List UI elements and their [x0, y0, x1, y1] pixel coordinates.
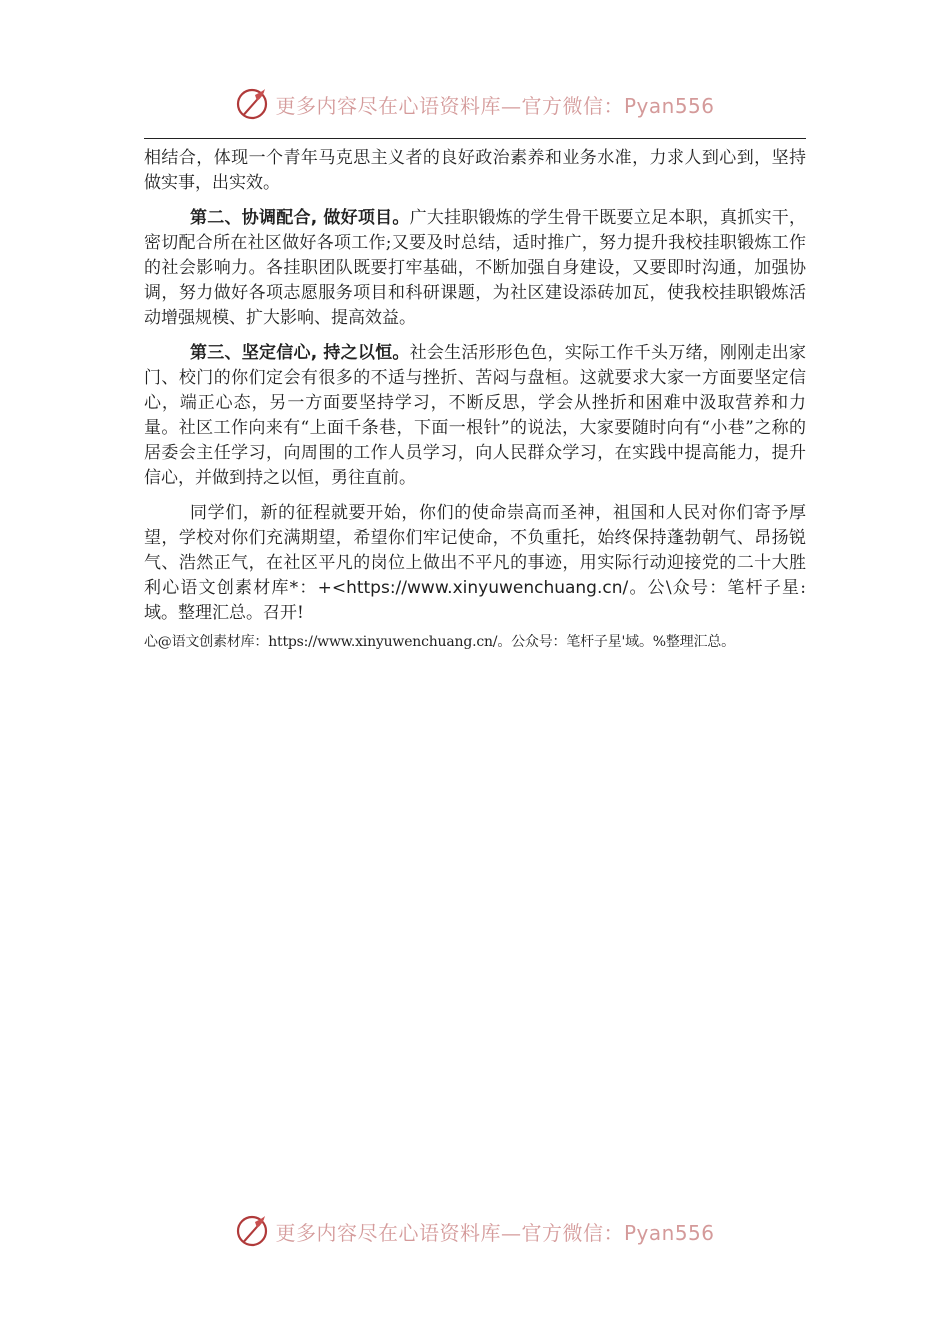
- paragraph-2: [144, 206, 806, 331]
- paragraph-4: [144, 501, 806, 626]
- footer-banner: [0, 1211, 950, 1251]
- paragraph-3: [144, 341, 806, 491]
- quill-pen-logo-icon: [235, 1214, 269, 1248]
- paragraph-4-text: 同学们，新的征程就要开始，你们的使命崇高而圣神，祖国和人民对你们寄予厚望，学校对你们充满期望，希望你们牢记使命，不负重托，始终保持蓬勃朝气、昂扬锐气、浩然正气，在社区平凡的岗位上做出不平凡的事迹，用实际行动迎接党的二十大胜利心语文创素材库*：+<: [144, 503, 806, 598]
- paragraph-2-text: 广大挂职锻炼的学生骨干既要立足本职，真抓实干，密切配合所在社区做好各项工作;又要及时总结，适时推广，努力提升我校挂职锻炼工作的社会影响力。各挂职团队既要打牢基础，不断加强自身建设，又要即时沟通，加强协调，努力做好各项志愿服务项目和科研课题，为社区建设添砖加瓦，使我校挂职锻炼活动增强规模、扩大影响、提高效益。: [144, 208, 806, 328]
- source-footnote: 心@语文创素材库：https://www.xinyuwenchuang.cn/。公众号：笔杆子星'域。%整理汇总。: [144, 634, 735, 650]
- paragraph-2-heading: 第二、协调配合, 做好项目。: [190, 208, 410, 228]
- paragraph-4-url: https://www.xinyuwenchuang.cn/: [346, 578, 629, 598]
- document-body: [144, 146, 806, 652]
- header-banner: [0, 84, 950, 124]
- paragraph-3-text: 社会生活形形色色，实际工作千头万绪，刚刚走出家门、校门的你们定会有很多的不适与挫折、苦闷与盘桓。这就要求大家一方面要坚定信心，端正心态，另一方面要坚持学习，不断反思，学会从挫折和困难中汲取营养和力量。社区工作向来有“上面千条巷，下面一根针”的说法，大家要随时向有“小巷”之称的居委会主任学习，向周围的工作人员学习，向人民群众学习，在实践中提高能力，提升信心，并做到持之以恒，勇往直前。: [144, 343, 806, 488]
- quill-pen-logo-icon: [235, 87, 269, 121]
- paragraph-1: 相结合，体现一个青年马克思主义者的良好政治素养和业务水准，力求人到心到，坚持做实事，出实效。: [144, 148, 806, 193]
- header-banner-text: 更多内容尽在心语资料库—官方微信：Pyan556: [275, 93, 715, 118]
- header-divider: [144, 138, 806, 139]
- footer-banner-text: 更多内容尽在心语资料库—官方微信：Pyan556: [275, 1220, 715, 1245]
- header-wechat-id: Pyan556: [623, 93, 715, 118]
- footer-wechat-id: Pyan556: [623, 1220, 715, 1245]
- paragraph-3-heading: 第三、坚定信心, 持之以恒。: [190, 343, 410, 363]
- paragraph-4-tail: 。公\众号：笔杆子星:域。整理汇总。召开!: [144, 578, 806, 623]
